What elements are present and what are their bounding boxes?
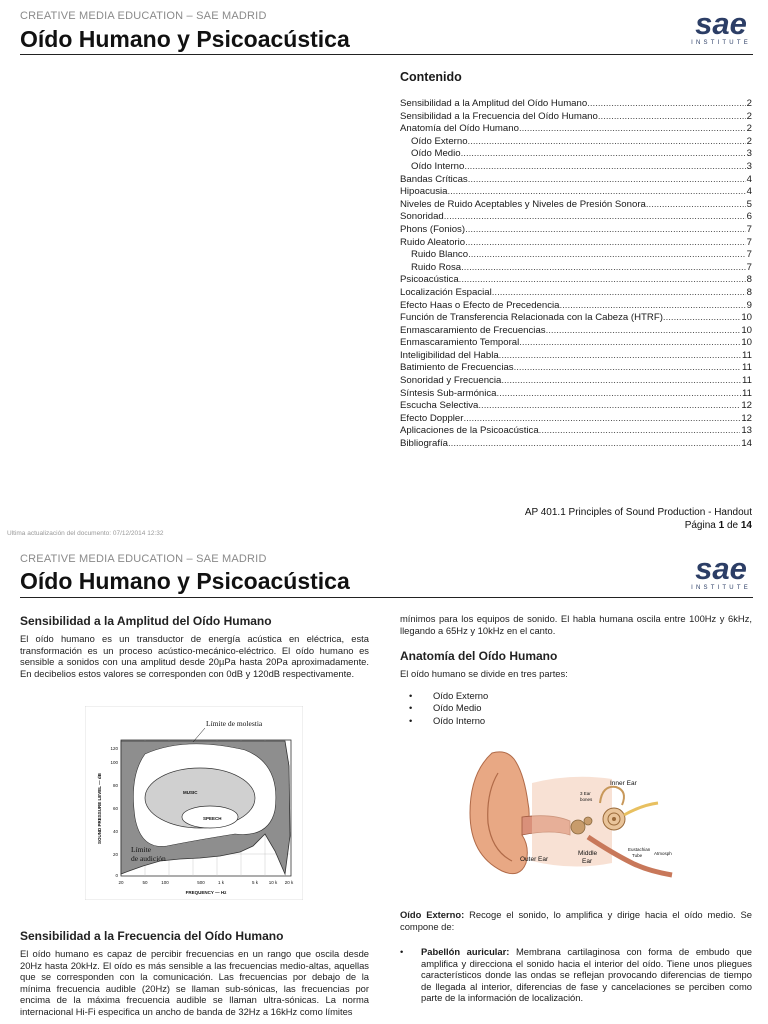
toc-item[interactable] — [400, 161, 752, 174]
audibility-figure — [85, 706, 303, 900]
toc-item-leader — [646, 199, 746, 212]
page1-header-subtitle: CREATIVE MEDIA EDUCATION – SAE MADRID — [20, 10, 267, 22]
toc-item[interactable] — [400, 98, 752, 111]
toc-item[interactable] — [400, 337, 752, 350]
toc-item-leader — [519, 337, 740, 350]
pinna-paragraph — [421, 946, 752, 1004]
toc-item[interactable] — [400, 111, 752, 124]
toc-item[interactable] — [400, 186, 752, 199]
toc-item-page: 8 — [746, 274, 752, 286]
toc-item-page: 6 — [746, 211, 752, 223]
toc-item-label: Ruido Aleatorio — [400, 236, 466, 248]
toc-item[interactable] — [400, 249, 752, 262]
toc-item-page: 11 — [742, 349, 752, 361]
section-frequency-text: El oído humano es capaz de percibir frecuencias en un rango que oscila desde 20Hz hasta 20kHz. El oído es más sensible a las frecuencias medio-altas, aquellas que se corresponden con la comunicación. Las frecuencias por debajo de la mínima frecuencia audible (20Hz) se llaman sub-sónicas, las frecuencias por encima de la máxima frecuencia audible se llaman ultra-sónicas. La norma internacional Hi-Fi especifica un ancho de banda de 32Hz a 16kHz como límites — [20, 948, 369, 1017]
toc-item[interactable] — [400, 211, 752, 224]
fig1-top-label: Límite de molestia — [206, 719, 263, 728]
sae-logo-page2 — [690, 555, 752, 593]
toc-item-label: Enmascaramiento Temporal — [400, 337, 520, 349]
toc-item-leader — [463, 413, 740, 426]
fig1-ytick: 60 — [112, 806, 118, 811]
toc-item-page: 7 — [746, 223, 752, 235]
ear-label-middle-2: Ear — [582, 858, 593, 865]
toc-item-leader — [461, 262, 746, 275]
toc-item[interactable] — [400, 136, 752, 149]
section-frequency-heading: Sensibilidad a la Frecuencia del Oído Humano — [20, 929, 284, 943]
toc-item-page: 7 — [746, 249, 752, 261]
sae-logo-text: sae — [695, 555, 747, 583]
toc-title: Contenido — [400, 70, 462, 84]
toc-item-page: 10 — [741, 324, 752, 336]
page2-header-rule — [20, 597, 753, 598]
toc-item-leader — [468, 249, 746, 262]
toc-item-page: 10 — [741, 312, 752, 324]
page1-header-rule — [20, 54, 753, 55]
toc-item-leader — [546, 325, 741, 338]
footer-page-of: de — [726, 520, 739, 531]
toc-list — [400, 98, 752, 451]
ear-label-eustachian-1: Eustachian — [628, 847, 651, 852]
toc-item-label: Ruido Blanco — [411, 249, 469, 261]
fig1-ytick: 20 — [112, 852, 118, 857]
footer-page-number — [685, 520, 752, 531]
toc-item[interactable] — [400, 224, 752, 237]
sae-logo-institute: INSTITUTE — [691, 585, 751, 591]
toc-item[interactable] — [400, 174, 752, 187]
toc-item-leader — [663, 312, 740, 325]
toc-item-label: Función de Transferencia Relacionada con la Cabeza (HTRF) — [400, 312, 663, 324]
pinna-bullet — [400, 946, 752, 1004]
toc-item[interactable] — [400, 388, 752, 401]
toc-item-label: Inteligibilidad del Habla — [400, 349, 499, 361]
toc-item-page: 2 — [746, 135, 752, 147]
toc-item-page: 4 — [746, 173, 752, 185]
toc-item-page: 11 — [742, 362, 752, 374]
toc-item-label: Psicoacústica — [400, 274, 459, 286]
fig1-ytick: 100 — [110, 760, 118, 765]
toc-item-leader — [514, 362, 741, 375]
toc-item[interactable] — [400, 123, 752, 136]
toc-item[interactable] — [400, 300, 752, 313]
page2-header-subtitle: CREATIVE MEDIA EDUCATION – SAE MADRID — [20, 553, 267, 565]
fig1-xtick: 20 k — [284, 880, 294, 885]
toc-item-leader — [468, 174, 746, 187]
toc-item-page: 14 — [741, 438, 752, 450]
toc-item-label: Oído Interno — [411, 160, 465, 172]
toc-item-label: Sonoridad — [400, 211, 444, 223]
section-anatomy-heading: Anatomía del Oído Humano — [400, 649, 558, 663]
list-item: • Oído Interno — [405, 715, 488, 727]
toc-item-leader — [468, 136, 746, 149]
toc-item-label: Efecto Haas o Efecto de Precedencia — [400, 299, 560, 311]
toc-item-label: Síntesis Sub-armónica — [400, 387, 497, 399]
toc-item-page: 11 — [742, 387, 752, 399]
toc-item-page: 7 — [746, 261, 752, 273]
toc-item-label: Bibliografía — [400, 438, 448, 450]
ear-label-outer: Outer Ear — [520, 856, 549, 863]
toc-item-leader — [464, 161, 745, 174]
section-amplitude-text: El oído humano es un transductor de energía acústica en eléctrica, esta transformación es un proceso acústico-mecánico-eléctrico. El oído humano es sensible a sonidos con una amplitud desde 20µPa hasta 20Pa aproximadamente. En decibelios estos valores se corresponden con 0dB y 120dB respectivamente. — [20, 633, 369, 679]
fig1-xtick: 20 — [118, 880, 124, 885]
toc-item-page: 3 — [746, 148, 752, 160]
toc-item-label: Phons (Fonios) — [400, 223, 466, 235]
toc-item-label: Anatomía del Oído Humano — [400, 123, 519, 135]
toc-item-page: 3 — [746, 160, 752, 172]
toc-item-label: Ruido Rosa — [411, 261, 462, 273]
toc-item-page: 12 — [741, 412, 752, 424]
toc-item-leader — [478, 400, 740, 413]
footer-page-total: 14 — [740, 520, 752, 531]
toc-item-leader — [499, 350, 741, 363]
section-frequency-continued: mínimos para los equipos de sonido. El habla humana oscila entre 100Hz y 6kHz, llegando a 65Hz y 10kHz en el canto. — [400, 613, 752, 636]
toc-item-page: 11 — [742, 375, 752, 387]
sae-logo-institute: INSTITUTE — [691, 40, 751, 46]
page2-title: Oído Humano y Psicoacústica — [20, 568, 350, 594]
bullet-dot: • — [400, 946, 404, 957]
toc-item-leader — [447, 186, 745, 199]
toc-item[interactable] — [400, 350, 752, 363]
pinna-label: Pabellón auricular: — [421, 946, 510, 957]
fig1-ytick: 0 — [115, 873, 118, 878]
ear-label-atmosphere: Atmosph — [654, 851, 672, 856]
fig1-xtick: 10 k — [268, 880, 278, 885]
toc-item[interactable] — [400, 237, 752, 250]
ear-anatomy-figure — [462, 743, 692, 893]
toc-item-page: 2 — [746, 123, 752, 135]
fig1-x-axis-label: FREQUENCY — Hz — [185, 890, 227, 895]
fig1-xtick: 1 k — [217, 880, 225, 885]
fig1-bottom-label-1: Límite — [131, 845, 151, 854]
toc-item-leader — [559, 300, 745, 313]
toc-item[interactable] — [400, 425, 752, 438]
fig1-xtick: 500 — [197, 880, 205, 885]
toc-item[interactable] — [400, 262, 752, 275]
sae-logo-text: sae — [695, 10, 747, 38]
footer-page-prefix: Página — [684, 520, 716, 531]
toc-item-page: 12 — [741, 400, 752, 412]
outer-ear-paragraph — [400, 909, 752, 932]
toc-item-label: Batimiento de Frecuencias — [400, 362, 514, 374]
toc-item-leader — [587, 98, 745, 111]
toc-item-page: 9 — [746, 299, 752, 311]
fig1-xtick: 5 k — [251, 880, 259, 885]
ear-label-middle-1: Middle — [578, 850, 598, 857]
toc-item-leader — [598, 111, 746, 124]
fig1-speech-label: SPEECH — [203, 816, 222, 821]
toc-item[interactable] — [400, 312, 752, 325]
toc-item-page: 2 — [746, 110, 752, 122]
toc-item-label: Oído Externo — [411, 135, 468, 147]
toc-item[interactable] — [400, 287, 752, 300]
toc-item[interactable] — [400, 199, 752, 212]
toc-item-label: Sonoridad y Frecuencia — [400, 375, 502, 387]
pinna-text: Membrana cartilaginosa con forma de embudo que amplifica y direcciona el sonido hacia el interior del oído. Tiene unos pliegues característicos donde las ondas se reflejan provocando diferencias de tiempo de llegada al interior, diferencias de fase y cancelaciones se perciben como parte de la información de localización. — [421, 946, 752, 1004]
section-amplitude-heading: Sensibilidad a la Amplitud del Oído Humano — [20, 614, 272, 628]
toc-item-page: 10 — [741, 337, 752, 349]
list-item: • Oído Medio — [405, 702, 488, 714]
toc-item-label: Sensibilidad a la Amplitud del Oído Humano — [400, 98, 588, 109]
section-anatomy-intro: El oído humano se divide en tres partes: — [400, 668, 568, 679]
toc-item-page: 7 — [746, 236, 752, 248]
toc-item-label: Hipoacusia — [400, 186, 448, 198]
toc-item-leader — [465, 237, 746, 250]
toc-item-label: Aplicaciones de la Psicoacústica — [400, 425, 539, 437]
toc-item[interactable] — [400, 325, 752, 338]
fig1-y-axis-label: SOUND PRESSURE LEVEL — dB — [97, 773, 102, 844]
toc-item-leader — [448, 438, 740, 451]
toc-item-page: 13 — [741, 425, 752, 437]
page1-title: Oído Humano y Psicoacústica — [20, 26, 350, 52]
toc-item[interactable] — [400, 274, 752, 287]
toc-item-leader — [497, 388, 742, 401]
table-of-contents — [400, 70, 752, 451]
toc-item-page: 8 — [746, 286, 752, 298]
fig1-music-label: MUSIC — [183, 790, 198, 795]
last-update: Ultima actualización del documento: 07/12/2014 12:32 — [7, 530, 164, 537]
outer-ear-text: Recoge el sonido, lo amplifica y dirige hacia el oído medio. Se compone de: — [400, 909, 752, 932]
toc-item-leader — [461, 148, 746, 161]
toc-item[interactable] — [400, 362, 752, 375]
toc-item-page: 2 — [746, 98, 752, 109]
list-item: • Oído Externo — [405, 690, 488, 702]
ear-label-eustachian-2: Tube — [632, 853, 643, 858]
toc-item-label: Localización Espacial — [400, 286, 492, 298]
toc-item-page: 5 — [746, 198, 752, 210]
fig1-xtick: 100 — [161, 880, 169, 885]
toc-item[interactable] — [400, 400, 752, 413]
ear-label-bones-2: bones — [580, 797, 593, 802]
toc-item-leader — [459, 274, 746, 287]
fig1-bottom-label-2: de audición — [131, 854, 166, 863]
fig1-xtick: 50 — [142, 880, 148, 885]
toc-item-label: Niveles de Ruido Aceptables y Niveles de Presión Sonora — [400, 198, 646, 210]
fig1-ytick: 80 — [112, 783, 118, 788]
ear-label-inner: Inner Ear — [610, 780, 637, 787]
toc-item-label: Enmascaramiento de Frecuencias — [400, 324, 546, 336]
outer-ear-label: Oído Externo: — [400, 909, 465, 920]
toc-item-label: Escucha Selectiva — [400, 400, 479, 412]
toc-item[interactable] — [400, 438, 752, 451]
toc-item-leader — [465, 224, 746, 237]
toc-item-leader — [519, 123, 746, 136]
toc-item-leader — [444, 211, 746, 224]
toc-item-label: Bandas Críticas — [400, 173, 468, 185]
fig1-ytick: 120 — [110, 746, 118, 751]
toc-item[interactable] — [400, 413, 752, 426]
fig1-ytick: 40 — [112, 829, 118, 834]
toc-item-label: Oído Medio — [411, 148, 461, 160]
footer-page-current: 1 — [718, 520, 725, 531]
ear-parts-list — [405, 690, 488, 727]
toc-item[interactable] — [400, 375, 752, 388]
ear-label-bones-1: 3 Ear — [580, 791, 591, 796]
toc-item-label: Sensibilidad a la Frecuencia del Oído Humano — [400, 110, 598, 122]
toc-item-leader — [539, 425, 741, 438]
sae-logo — [690, 10, 752, 48]
footer-course: AP 401.1 Principles of Sound Production - Handout — [524, 507, 752, 518]
toc-item-leader — [501, 375, 741, 388]
toc-item-page: 4 — [746, 186, 752, 198]
toc-item-label: Efecto Doppler — [400, 412, 464, 424]
toc-item-leader — [492, 287, 746, 300]
toc-item[interactable] — [400, 148, 752, 161]
